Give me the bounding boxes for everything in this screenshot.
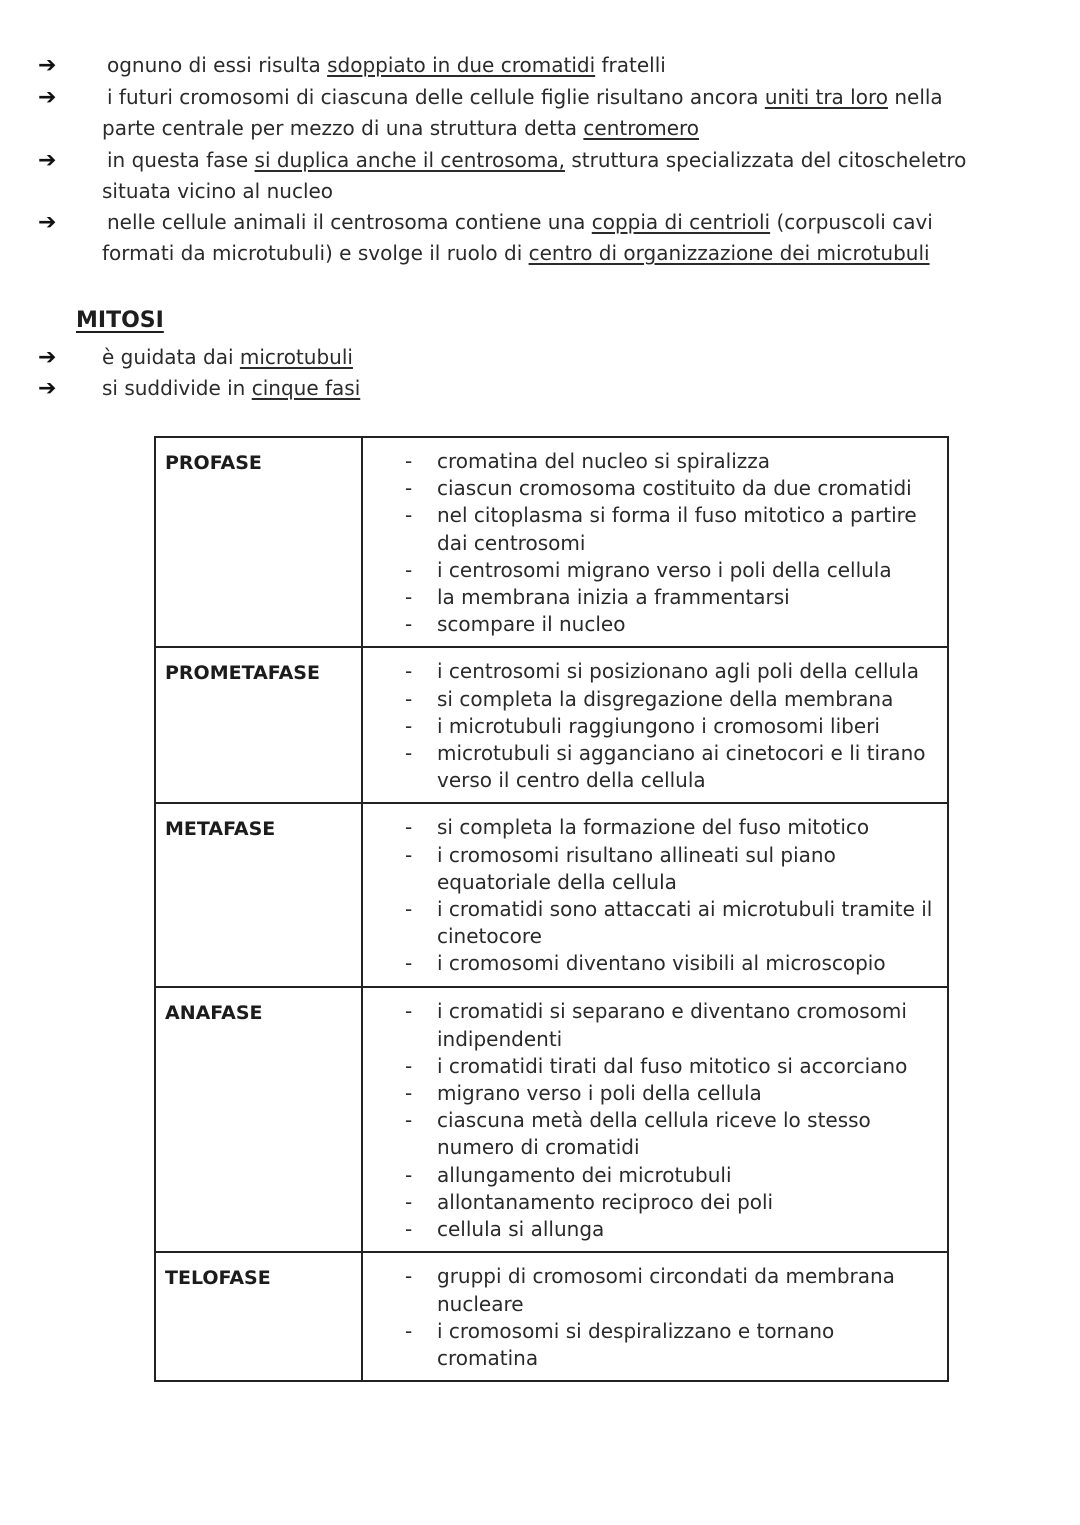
list-item: - si completa la disgregazione della membrana — [405, 686, 937, 713]
intro-bullet-4: nelle cellule animali il centrosoma contiene una coppia di centrioli (corpuscoli cavi — [107, 210, 933, 234]
list-item: - gruppi di cromosomi circondati da membrana nucleare — [405, 1263, 937, 1317]
arrow-right-icon: ➔ — [38, 85, 57, 110]
list-item: - microtubuli si agganciano ai cinetocori e li tirano verso il centro della cellula — [405, 740, 937, 794]
list-item: - allungamento dei microtubuli — [405, 1162, 937, 1189]
intro-bullet-3-continuation: situata vicino al nucleo — [102, 179, 334, 203]
list-item: - i cromosomi risultano allineati sul piano equatoriale della cellula — [405, 842, 937, 896]
list-item: - i cromatidi tirati dal fuso mitotico si accorciano — [405, 1053, 937, 1080]
intro-bullet-2-continuation: parte centrale per mezzo di una struttura detta centromero — [102, 116, 700, 140]
list-item: - i centrosomi migrano verso i poli della cellula — [405, 557, 937, 584]
phase-description — [362, 987, 948, 1252]
arrow-right-icon: ➔ — [38, 210, 57, 235]
phase-name: ANAFASE — [155, 987, 362, 1252]
list-item: - si completa la formazione del fuso mitotico — [405, 814, 937, 841]
list-item: - i cromatidi si separano e diventano cromosomi indipendenti — [405, 998, 937, 1052]
mitosi-bullet-2: si suddivide in cinque fasi — [102, 376, 361, 400]
table-row — [155, 647, 948, 803]
arrow-right-icon: ➔ — [38, 53, 57, 78]
list-item: - cellula si allunga — [405, 1216, 937, 1243]
phase-description — [362, 803, 948, 987]
arrow-right-icon: ➔ — [38, 148, 57, 173]
list-item: - i microtubuli raggiungono i cromosomi liberi — [405, 713, 937, 740]
intro-bullet-4-continuation: formati da microtubuli) e svolge il ruolo di centro di organizzazione dei microtubuli — [102, 241, 930, 265]
phase-items-list — [405, 814, 937, 977]
table-row — [155, 987, 948, 1252]
list-item: - i centrosomi si posizionano agli poli della cellula — [405, 658, 937, 685]
table-row — [155, 803, 948, 987]
table-row — [155, 1252, 948, 1381]
section-heading-mitosi: MITOSI — [76, 308, 164, 333]
phase-description — [362, 1252, 948, 1381]
arrow-right-icon: ➔ — [38, 345, 57, 370]
list-item: - nel citoplasma si forma il fuso mitotico a partire dai centrosomi — [405, 502, 937, 556]
table-row — [155, 437, 948, 647]
intro-bullet-3: in questa fase si duplica anche il centrosoma, struttura specializzata del citoscheletro — [107, 148, 967, 172]
phase-name: METAFASE — [155, 803, 362, 987]
mitosis-phases-table — [154, 436, 949, 1382]
list-item: - allontanamento reciproco dei poli — [405, 1189, 937, 1216]
list-item: - migrano verso i poli della cellula — [405, 1080, 937, 1107]
phase-items-list — [405, 658, 937, 794]
phase-items-list — [405, 998, 937, 1243]
phase-name: PROMETAFASE — [155, 647, 362, 803]
list-item: - i cromosomi si despiralizzano e tornano cromatina — [405, 1318, 937, 1372]
list-item: - scompare il nucleo — [405, 611, 937, 638]
intro-bullet-1: ognuno di essi risulta sdoppiato in due cromatidi fratelli — [107, 53, 666, 77]
list-item: - i cromatidi sono attaccati ai microtubuli tramite il cinetocore — [405, 896, 937, 950]
list-item: - la membrana inizia a frammentarsi — [405, 584, 937, 611]
arrow-right-icon: ➔ — [38, 376, 57, 401]
list-item: - ciascuna metà della cellula riceve lo stesso numero di cromatidi — [405, 1107, 937, 1161]
phase-items-list — [405, 448, 937, 638]
intro-bullet-2: i futuri cromosomi di ciascuna delle cellule figlie risultano ancora uniti tra loro nella — [107, 85, 943, 109]
phase-items-list — [405, 1263, 937, 1372]
list-item: - cromatina del nucleo si spiralizza — [405, 448, 937, 475]
mitosi-bullet-1: è guidata dai microtubuli — [102, 345, 353, 369]
phase-table-body — [155, 437, 948, 1381]
phase-description — [362, 647, 948, 803]
list-item: - ciascun cromosoma costituito da due cromatidi — [405, 475, 937, 502]
phase-description — [362, 437, 948, 647]
phase-name: PROFASE — [155, 437, 362, 647]
phase-name: TELOFASE — [155, 1252, 362, 1381]
list-item: - i cromosomi diventano visibili al microscopio — [405, 950, 937, 977]
